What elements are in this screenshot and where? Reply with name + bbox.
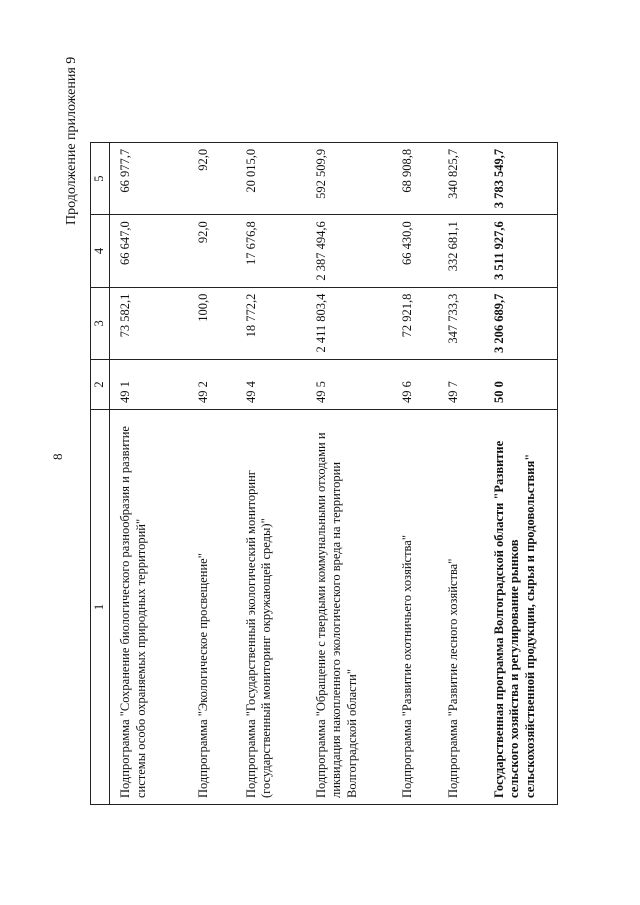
row-value-3: 347 733,3 [438,287,484,359]
row-value-3: 100,0 [188,287,236,359]
table-row [188,142,236,804]
header-col-4: 4 [91,215,110,287]
row-name: Подпрограмма "Государственный экологический мониторинг (государственный мониторинг окружающей среды)" [236,410,306,805]
row-value-4: 3 511 927,6 [484,215,558,287]
row-name: Подпрограмма "Сохранение биологического разнообразия и развитие системы особо охраняемых природных территорий" [110,410,188,805]
row-name: Подпрограмма "Развитие лесного хозяйства" [438,410,484,805]
row-value-3: 3 206 689,7 [484,287,558,359]
table-row [110,142,188,804]
row-value-4: 92,0 [188,215,236,287]
row-code: 49 1 [110,360,188,410]
row-name: Подпрограмма "Экологическое просвещение" [188,410,236,805]
row-value-3: 2 411 803,4 [306,287,392,359]
row-value-5: 68 908,8 [392,142,438,214]
row-name: Подпрограмма "Развитие охотничьего хозяйства" [392,410,438,805]
table-row [438,142,484,804]
row-value-4: 66 647,0 [110,215,188,287]
row-value-4: 17 676,8 [236,215,306,287]
header-col-3: 3 [91,287,110,359]
continuation-note: Продолжение приложения 9 [64,56,79,225]
row-value-4: 66 430,0 [392,215,438,287]
row-value-4: 2 387 494,6 [306,215,392,287]
header-col-5: 5 [91,142,110,214]
table-row [392,142,438,804]
row-value-5: 92,0 [188,142,236,214]
row-code: 49 7 [438,360,484,410]
table-row [236,142,306,804]
row-value-5: 3 783 549,7 [484,142,558,214]
row-name: Подпрограмма "Обращение с твердыми коммунальными отходами и ликвидация накопленного экологического вреда на территории Волгоградской области" [306,410,392,805]
row-code: 49 5 [306,360,392,410]
row-code: 49 4 [236,360,306,410]
row-code: 49 2 [188,360,236,410]
table-row-total [484,142,558,804]
row-value-5: 20 015,0 [236,142,306,214]
row-code: 50 0 [484,360,558,410]
row-value-3: 18 772,2 [236,287,306,359]
row-value-5: 340 825,7 [438,142,484,214]
header-col-1: 1 [91,410,110,805]
budget-table [90,142,558,805]
row-value-5: 592 509,9 [306,142,392,214]
row-value-5: 66 977,7 [110,142,188,214]
row-name: Государственная программа Волгоградской области "Развитие сельского хозяйства и регулирование рынков сельскохозяйственной продукции, сырья и продовольствия" [484,410,558,805]
row-value-3: 72 921,8 [392,287,438,359]
header-col-2: 2 [91,360,110,410]
row-value-4: 332 681,1 [438,215,484,287]
row-value-3: 73 582,1 [110,287,188,359]
page-number: 8 [50,453,65,460]
table-row [306,142,392,804]
table-header-row [91,142,110,804]
row-code: 49 6 [392,360,438,410]
